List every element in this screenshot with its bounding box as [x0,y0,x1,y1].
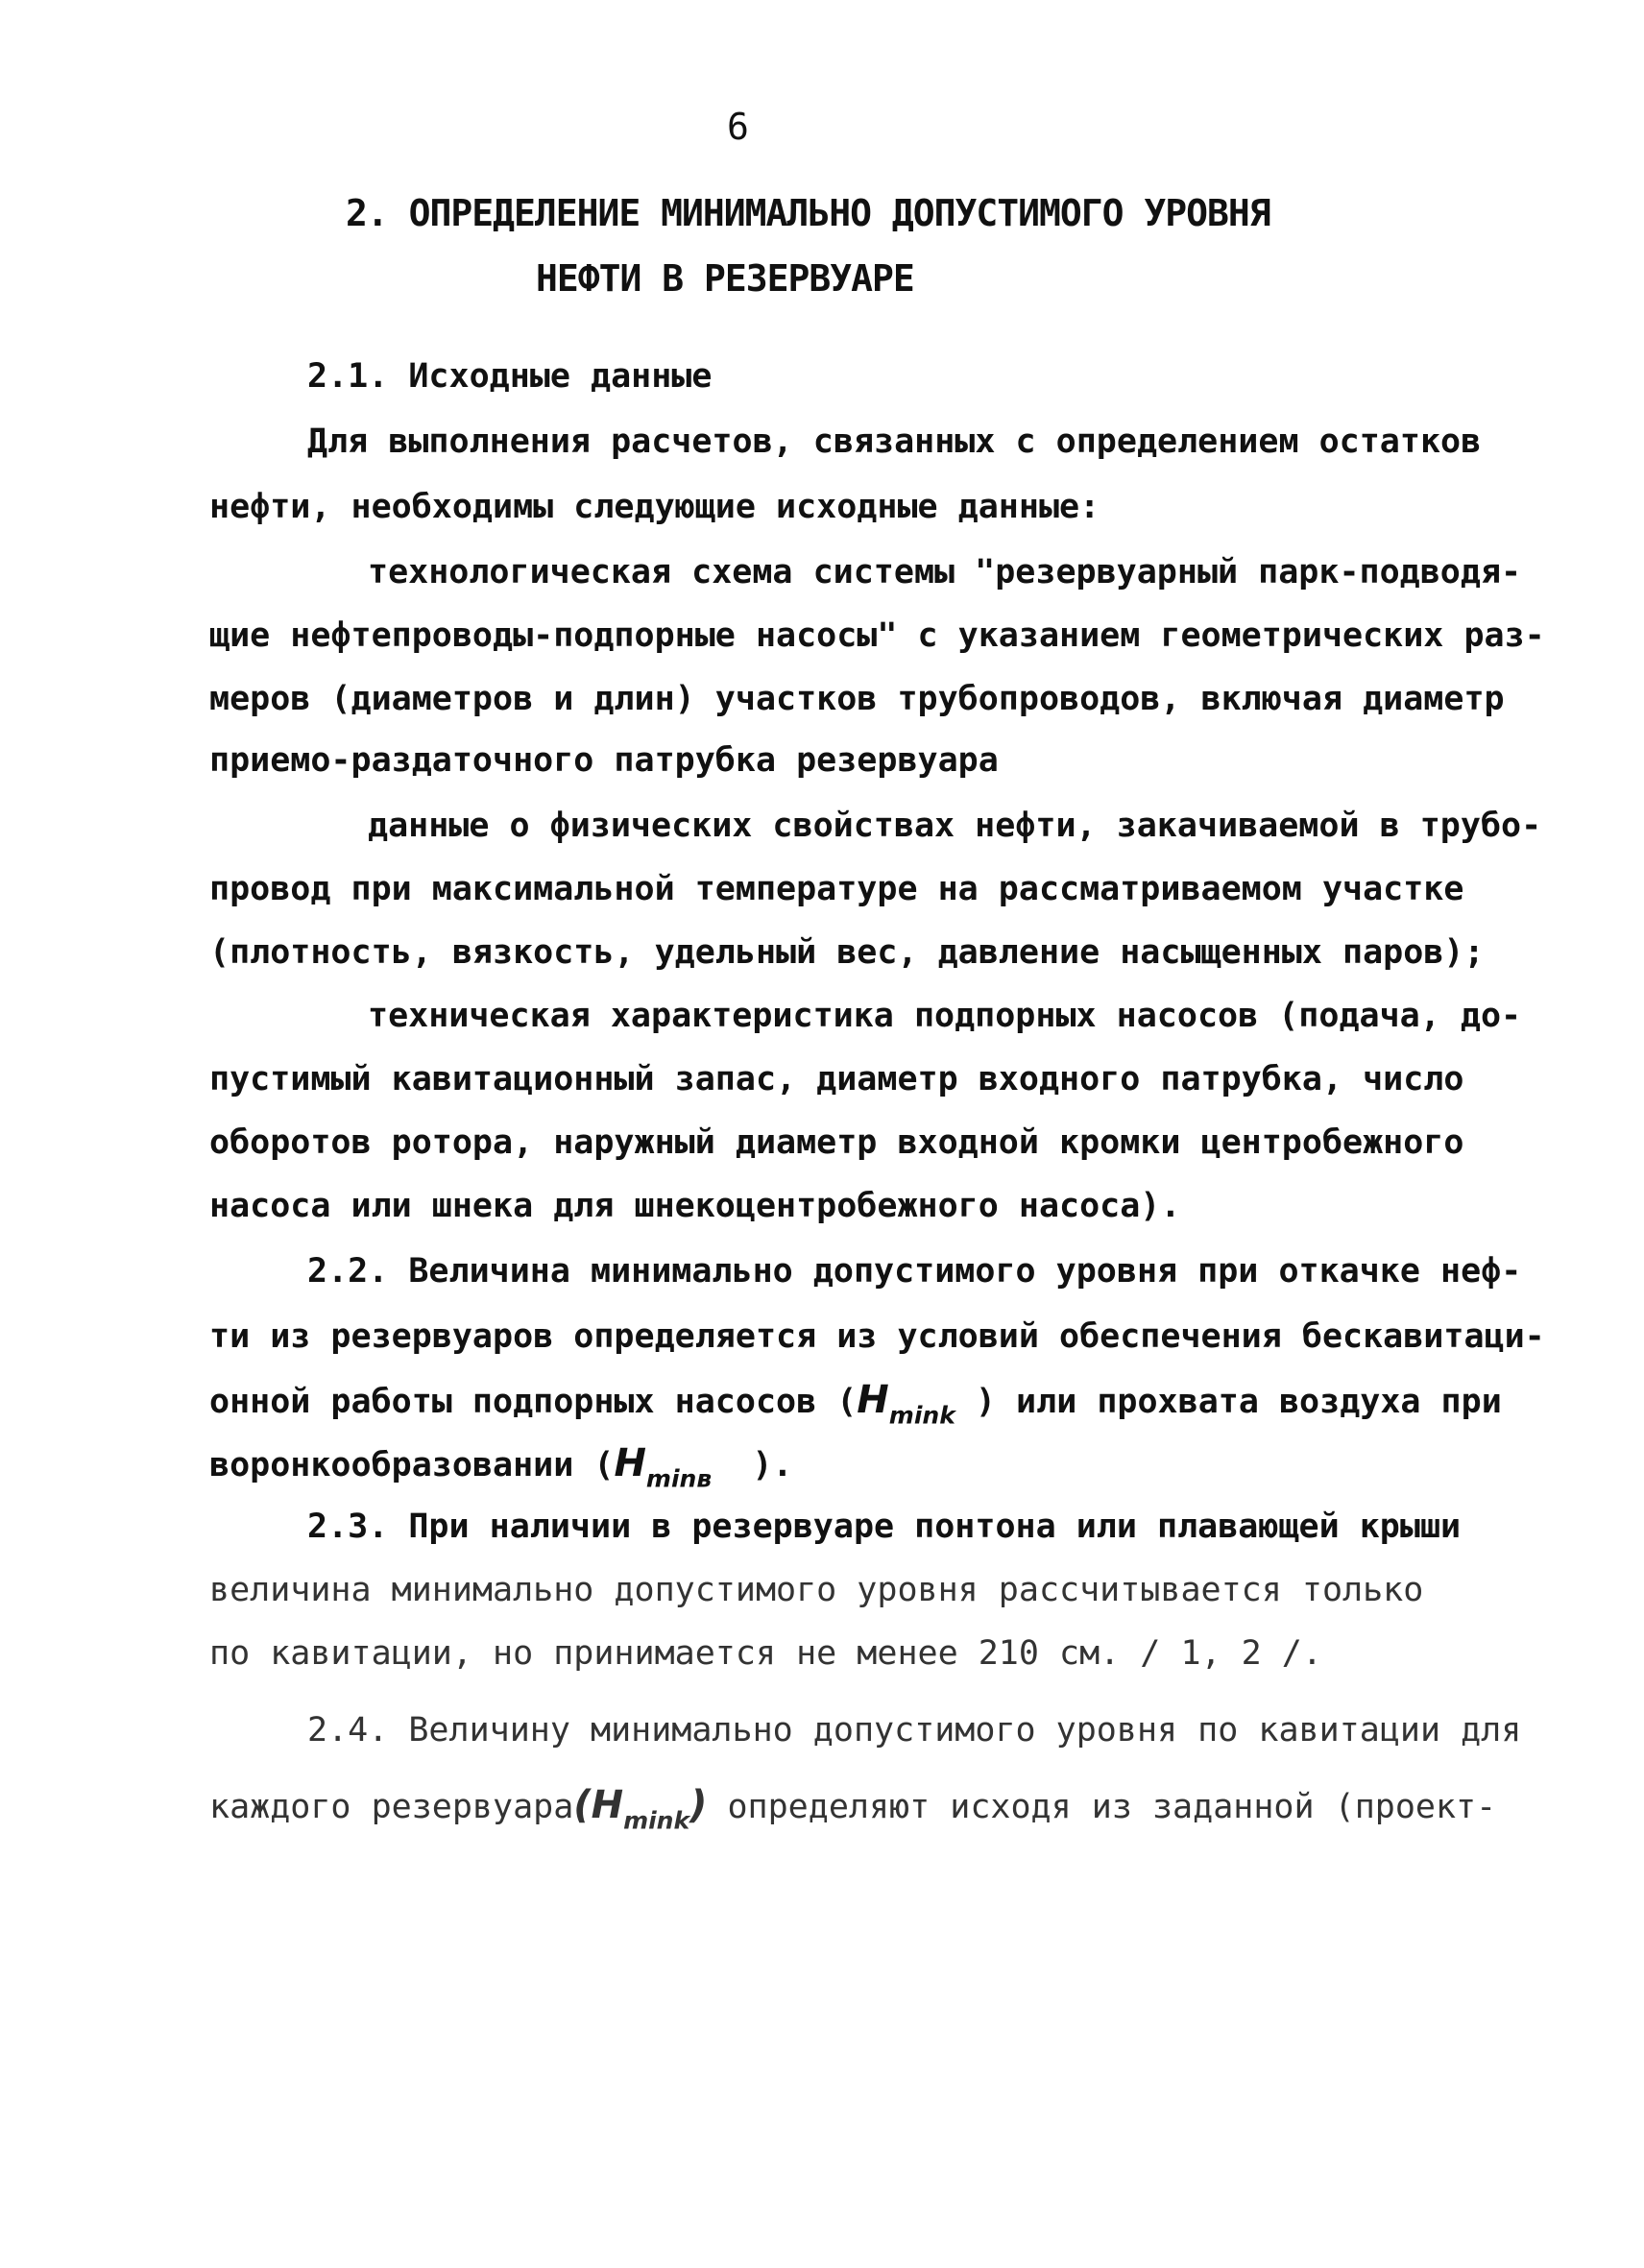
text-fragment: определяют исходя из заданной (проект- [727,1788,1497,1826]
text-line: (плотность, вязкость, удельный вес, давление насыщенных паров); [209,933,1485,972]
text-line: Для выполнения расчетов, связанных с определением остатков [307,422,1482,461]
formula-subscript: mink [623,1806,690,1835]
text-line: пустимый кавитационный запас, диаметр входного патрубка, число [209,1060,1464,1098]
text-line: меров (диаметров и длин) участков трубопроводов, включая диаметр [209,680,1505,718]
text-line: ти из резервуаров определяется из условий обеспечения бескавитаци- [209,1317,1545,1356]
formula-hmin-v [614,1441,713,1493]
page-number: 6 [727,106,749,148]
text-line: приемо-раздаточного патрубка резервуара [209,741,999,780]
subheading: 2.1. Исходные данные [307,357,713,396]
text-line: величина минимально допустимого уровня рассчитывается только [209,1571,1424,1609]
formula-symbol: H [614,1441,646,1485]
text-line [209,1379,1502,1436]
text-fragment: онной работы подпорных насосов ( [209,1383,858,1421]
text-line: оборотов ротора, наружный диаметр входной кромки центробежного [209,1123,1464,1162]
text-line: нефти, необходимы следующие исходные данные: [209,488,1100,526]
text-line: по кавитации, но принимается не менее 210 см. / 1, 2 /. [209,1634,1322,1673]
text-line [209,1784,1496,1842]
text-line: техническая характеристика подпорных насосов (подача, до- [368,997,1522,1035]
text-fragment: воронкообразовании ( [209,1446,615,1484]
formula-symbol: H [857,1378,889,1422]
text-fragment: каждого резервуара [209,1788,574,1826]
text-fragment: ) или прохвата воздуха при [975,1383,1502,1421]
text-fragment: ). [752,1446,793,1484]
text-line: щие нефтепроводы-подпорные насосы" с указанием геометрических раз- [209,616,1545,655]
text-line: провод при максимальной температуре на рассматриваемом участке [209,870,1464,908]
section-heading-line2: НЕФТИ В РЕЗЕРВУАРЕ [536,257,914,300]
formula-subscript: minв [645,1464,713,1493]
text-line [209,1442,792,1500]
section-heading-line1: 2. ОПРЕДЕЛЕНИЕ МИНИМАЛЬНО ДОПУСТИМОГО УРОВНЯ [346,192,1270,234]
text-line: данные о физических свойствах нефти, закачиваемой в трубо- [368,807,1542,845]
formula-subscript: mink [888,1401,955,1430]
text-line: 2.3. При наличии в резервуаре понтона или плавающей крыши [307,1508,1462,1546]
text-line: насоса или шнека для шнекоцентробежного насоса). [209,1187,1181,1225]
formula-symbol: H [591,1783,624,1827]
formula-hmin-k [857,1378,955,1430]
text-line: 2.4. Величину минимально допустимого уровня по кавитации для [307,1711,1522,1749]
formula-hmin-k: $(H_{mink})$ [573,1783,708,1835]
text-line: технологическая схема системы "резервуарный парк-подводя- [368,553,1522,591]
text-line: 2.2. Величина минимально допустимого уровня при откачке неф- [307,1252,1522,1291]
